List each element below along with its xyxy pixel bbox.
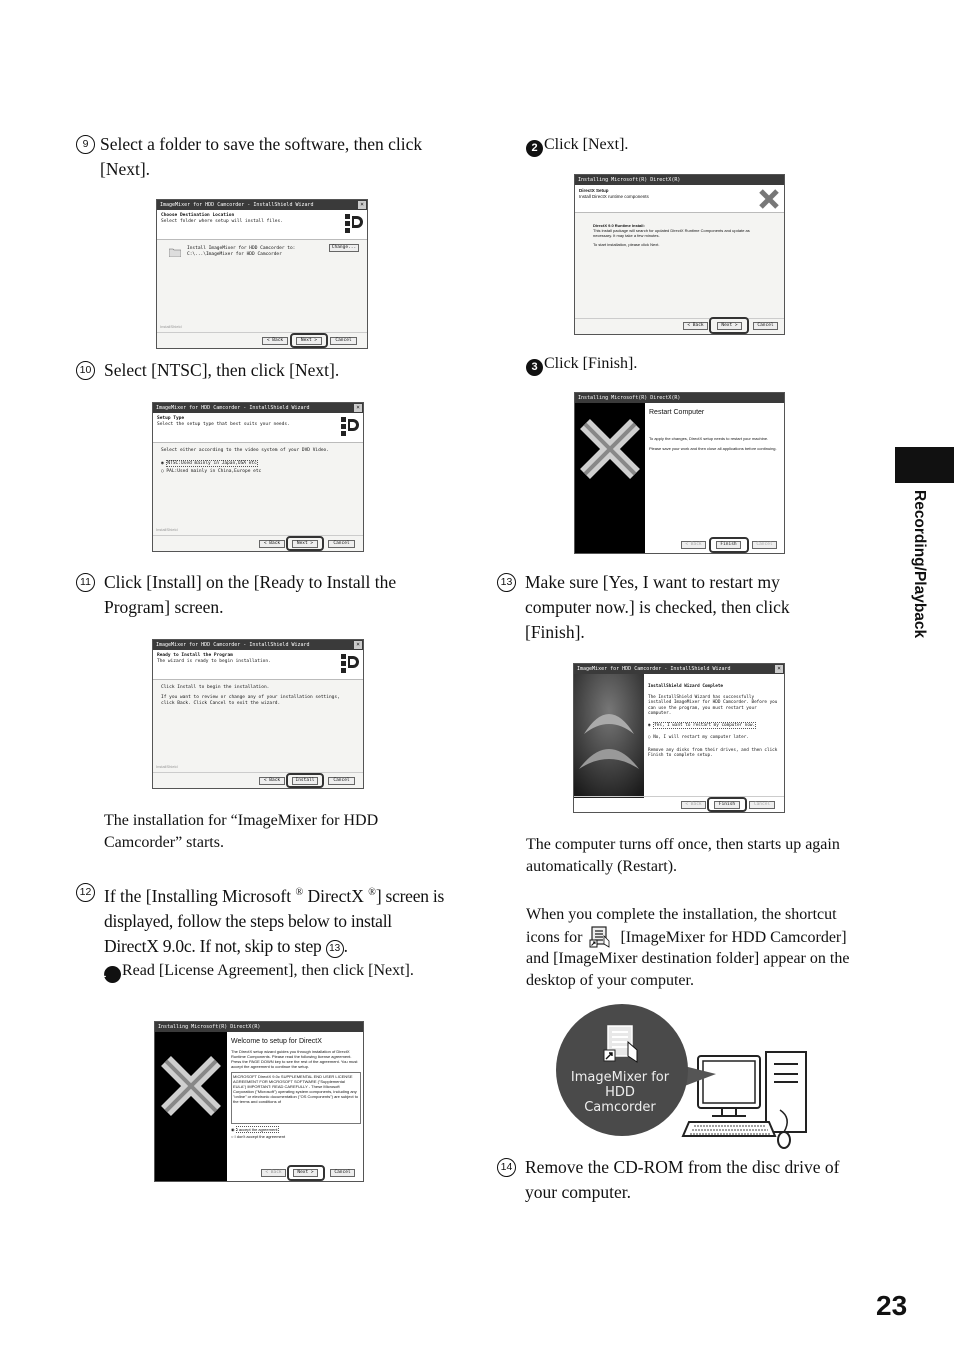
registered-mark: ®: [368, 887, 376, 898]
dialog-title: Installing Microsoft(R) DirectX(R): [158, 1024, 261, 1030]
radio-accept-label: I accept the agreement: [236, 1127, 278, 1132]
cancel-button[interactable]: Cancel: [330, 337, 357, 345]
back-button[interactable]: < Back: [262, 337, 288, 345]
installshield-logo-icon: [341, 654, 359, 674]
highlight-ring: [290, 333, 328, 348]
dialog-wizard-complete: [573, 663, 785, 813]
step-13: [497, 570, 842, 645]
dialog-line-1: Install ImageMixer for HDD Camcorder to:: [187, 246, 296, 251]
license-textbox[interactable]: MICROSOFT DirectX 9.0c SUPPLEMENTAL END USER LICENSE AGREEMENT FOR MICROSOFT SOFTWARE ("Supplemental EULA") IMPORTANT: READ CAREFULLY - These Microsoft Corporation ("Microsoft") operating system components, including any "online" or electronic documentation ("OS Components") are subject to the terms and conditions of: [231, 1072, 361, 1124]
folder-icon: [169, 247, 181, 257]
step-text: Select [NTSC], then click [Next].: [104, 360, 340, 380]
dialog-directx-restart: [574, 392, 785, 554]
close-icon[interactable]: ×: [775, 665, 783, 673]
step-text: Click [Install] on the [Ready to Install the Program] screen.: [104, 572, 397, 617]
back-button[interactable]: < Back: [259, 540, 285, 548]
dialog-line-2: If you want to review or change any of your installation settings, click Back. Click Cancel to exit the wizard.: [161, 695, 340, 706]
radio-restart-now-label: Yes, I want to restart my computer now.: [654, 722, 756, 728]
dialog-title: ImageMixer for HDD Camcorder - InstallShield Wizard: [160, 202, 314, 208]
cancel-button[interactable]: Cancel: [753, 322, 778, 330]
dialog-destination-location: [156, 199, 368, 349]
back-button[interactable]: < Back: [681, 801, 706, 809]
substep-number: 2: [526, 140, 543, 157]
step-number: 12: [76, 883, 95, 902]
highlight-ring: [286, 773, 324, 788]
installshield-brand: InstallShield: [156, 764, 178, 769]
note-text: [ImageMixer for HDD Camcorder] and [ImageMixer destination folder] appear on the desktop of your computer.: [526, 928, 850, 989]
cancel-button[interactable]: Cancel: [328, 777, 355, 785]
step-number: 10: [76, 361, 95, 380]
page-number: 23: [876, 1290, 908, 1321]
dialog-title: ImageMixer for HDD Camcorder - InstallShield Wizard: [577, 666, 731, 672]
dialog-directx-license: [154, 1021, 364, 1182]
step-14: [497, 1155, 867, 1205]
highlight-ring: [709, 317, 749, 334]
note-text: When you complete the installation, the shortcut icons for: [526, 906, 837, 946]
dialog-para: This install package will search for updated DirectX Runtime Components and update as necessary. It may take a few minutes.: [593, 228, 750, 238]
dialog-title: ImageMixer for HDD Camcorder - InstallShield Wizard: [156, 405, 310, 411]
next-button[interactable]: Next >: [292, 540, 318, 548]
directx-x-icon: [580, 419, 640, 479]
substep-number: 3: [526, 359, 543, 376]
substep-3: [526, 353, 826, 376]
step-ref-13: 13: [326, 940, 344, 958]
step-text: If the [Installing Microsoft: [104, 885, 296, 906]
radio-decline[interactable]: ○ I don't accept the agreement: [231, 1134, 286, 1139]
step-number: 11: [76, 573, 95, 592]
back-button[interactable]: < Back: [681, 541, 706, 549]
change-button[interactable]: Change...: [329, 244, 359, 252]
step-9: [76, 132, 446, 182]
close-icon[interactable]: ×: [354, 404, 362, 412]
side-tab-marker: [895, 447, 954, 483]
installshield-banner: [574, 674, 644, 798]
dialog-subheading: The wizard is ready to begin installation.: [157, 659, 271, 664]
dialog-heading: Choose Destination Location: [161, 213, 235, 218]
next-button[interactable]: Next >: [296, 337, 322, 345]
cancel-button[interactable]: Cancel: [330, 1169, 355, 1177]
highlight-ring: [709, 537, 749, 553]
note-shortcut-icons: [526, 904, 871, 991]
substep-text: Click [Next].: [544, 136, 629, 153]
dialog-para-1: To apply the changes, DirectX setup needs to restart your machine.: [649, 436, 769, 441]
dialog-heading: Ready to Install the Program: [157, 653, 233, 658]
dialog-subheading: Select the setup type that best suits your needs.: [157, 422, 290, 427]
step-text: .: [343, 935, 348, 956]
directx-banner: [155, 1032, 227, 1181]
cancel-button[interactable]: Cancel: [328, 540, 355, 548]
dialog-heading: Setup Type: [157, 416, 185, 421]
installshield-logo-icon: [341, 417, 359, 437]
finish-button[interactable]: Finish: [714, 801, 740, 809]
step-12: [76, 880, 448, 959]
dialog-heading: Welcome to setup for DirectX: [231, 1038, 322, 1045]
step-text: Remove the CD-ROM from the disc drive of your computer.: [525, 1157, 840, 1202]
close-icon[interactable]: ×: [358, 201, 366, 209]
radio-ntsc[interactable]: ◉ NTSC:Used mainly in Japan,USA etc: [161, 461, 257, 466]
back-button[interactable]: < Back: [683, 322, 708, 330]
dialog-line-2: C:\...\ImageMixer for HDD Camcorder: [187, 252, 282, 257]
back-button[interactable]: < Back: [259, 777, 285, 785]
step-text: ] screen is displayed, follow the steps below to install DirectX 9.0c. If not, skip to step: [104, 885, 445, 956]
note-restart: The computer turns off once, then starts up again automatically (Restart).: [526, 836, 840, 875]
dialog-setup-type: [152, 402, 364, 552]
dialog-title: Installing Microsoft(R) DirectX(R): [578, 177, 681, 183]
radio-restart-later-label: No, I will restart my computer later.: [653, 735, 749, 740]
dialog-subheading: Install DirectX runtime components: [579, 194, 649, 199]
installshield-brand: InstallShield: [156, 527, 178, 532]
imagemixer-shortcut-icon: [589, 926, 613, 948]
dialog-heading: Restart Computer: [649, 409, 705, 416]
step-number: 9: [76, 135, 95, 154]
step-number: 14: [497, 1158, 516, 1177]
step-11: [76, 570, 446, 620]
directx-x-icon: [161, 1056, 221, 1116]
next-button[interactable]: Next >: [293, 1169, 318, 1177]
radio-pal[interactable]: ○ PAL:Used mainly in China,Europe etc: [161, 469, 262, 474]
next-button[interactable]: Next >: [717, 322, 742, 330]
substep-2: [526, 134, 826, 157]
installshield-brand: InstallShield: [160, 324, 182, 329]
imagemixer-desktop-icon: [602, 1024, 646, 1064]
highlight-ring: [707, 797, 747, 812]
finish-button[interactable]: Finish: [716, 541, 741, 549]
dialog-ready-to-install: [152, 639, 364, 789]
radio-restart-later[interactable]: ○ No, I will restart my computer later.: [648, 735, 749, 740]
cancel-button[interactable]: Cancel: [752, 541, 777, 549]
registered-mark: ®: [295, 887, 304, 898]
radio-restart-now[interactable]: ◉ Yes, I want to restart my computer now.: [648, 722, 756, 728]
note-installation-starts: The installation for “ImageMixer for HDD Camcorder” starts.: [104, 812, 379, 851]
dialog-para: The InstallShield Wizard has successfully installed ImageMixer for HDD Camcorder. Before you can use the program, you must restart your computer.: [648, 694, 778, 716]
cancel-button[interactable]: Cancel: [749, 801, 775, 809]
dialog-heading: DirectX Setup: [579, 188, 609, 193]
highlight-ring: [287, 1165, 325, 1181]
close-icon[interactable]: ×: [354, 641, 362, 649]
back-button[interactable]: < Back: [261, 1169, 286, 1177]
step-text: DirectX: [303, 885, 369, 906]
substep-1: [99, 960, 424, 983]
dialog-bold-line: DirectX 9.0 Runtime Install:: [593, 223, 645, 228]
desktop-icon-label: ImageMixer for HDD Camcorder: [570, 1070, 670, 1115]
radio-ntsc-label: NTSC:Used mainly in Japan,USA etc: [167, 461, 257, 466]
installshield-logo-icon: [345, 214, 363, 234]
radio-accept[interactable]: ◉ I accept the agreement: [231, 1127, 278, 1132]
step-number: 13: [497, 573, 516, 592]
dialog-line-1: Select either according to the video system of your DVD Video.: [161, 448, 329, 453]
highlight-ring: [286, 536, 324, 551]
directx-banner: [575, 403, 645, 553]
step-10: [76, 358, 446, 383]
dialog-line-1: Click Install to begin the installation.: [161, 685, 270, 690]
desktop-illustration: [556, 1004, 811, 1154]
dialog-subheading: Select folder where setup will install files.: [161, 219, 283, 224]
dialog-title: Installing Microsoft(R) DirectX(R): [578, 395, 681, 401]
step-text: Select a folder to save the software, then click [Next].: [100, 134, 423, 179]
side-tab-label: Recording/Playback: [911, 490, 928, 639]
substep-text: Click [Finish].: [544, 355, 638, 372]
dialog-directx-setup: [574, 174, 785, 335]
dialog-heading: InstallShield Wizard Complete: [648, 684, 724, 689]
step-text: Make sure [Yes, I want to restart my computer now.] is checked, then click [Finish].: [525, 572, 790, 642]
substep-number: 1: [104, 966, 121, 983]
radio-pal-label: PAL:Used mainly in China,Europe etc: [166, 469, 262, 474]
dialog-para-2: Please save your work and then close all applications before continuing.: [649, 446, 777, 451]
dialog-title: ImageMixer for HDD Camcorder - InstallShield Wizard: [156, 642, 310, 648]
dialog-para: The DirectX setup wizard guides you through installation of DirectX Runtime Components. Please read the following license agreement. Press the PAGE DOWN key to see the rest of the agreement. You must accept the agreement to continue the setup.: [231, 1049, 358, 1069]
radio-decline-label: I don't accept the agreement: [234, 1134, 286, 1139]
directx-x-icon: [758, 189, 780, 209]
substep-text: Read [License Agreement], then click [Next].: [122, 962, 414, 979]
dialog-para-2: Remove any disks from their drives, and then click Finish to complete setup.: [648, 747, 778, 758]
install-button[interactable]: Install: [292, 777, 318, 785]
dialog-start-line: To start installation, please click Next.: [593, 242, 660, 247]
